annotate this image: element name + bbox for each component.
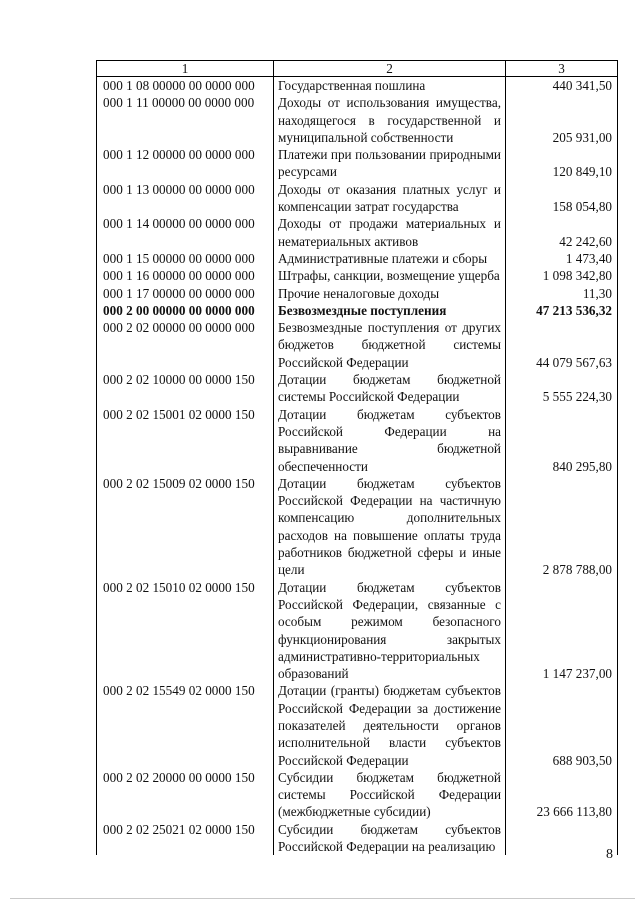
budget-code-cell: 000 2 02 10000 00 0000 150 [97,371,274,406]
amount-cell: 23 666 113,80 [506,769,618,821]
table-header-row [97,61,618,77]
amount-cell: 44 079 567,63 [506,319,618,371]
table-row [97,579,618,683]
page-number: 8 [606,847,613,862]
scan-edge-divider [10,898,635,899]
table-row [97,371,618,406]
amount-cell: 840 295,80 [506,406,618,475]
amount-cell: 1 098 342,80 [506,267,618,284]
table-row [97,302,618,319]
revenue-name-cell: Субсидии бюджетам бюджетной системы Российской Федерации (межбюджетные субсидии) [274,769,506,821]
budget-code-cell: 000 1 13 00000 00 0000 000 [97,181,274,216]
amount-cell: 2 878 788,00 [506,475,618,579]
revenue-name-cell: Доходы от продажи материальных и нематериальных активов [274,215,506,250]
revenue-table [96,60,618,855]
amount-cell: 205 931,00 [506,94,618,146]
budget-code-cell: 000 2 02 15001 02 0000 150 [97,406,274,475]
revenue-name-cell: Дотации бюджетам субъектов Российской Федерации на выравнивание бюджетной обеспеченности [274,406,506,475]
amount-cell: 42 242,60 [506,215,618,250]
revenue-name-cell: Доходы от использования имущества, находящегося в государственной и муниципальной собственности [274,94,506,146]
table-row [97,77,618,95]
budget-code-cell: 000 1 12 00000 00 0000 000 [97,146,274,181]
amount-cell: 1 147 237,00 [506,579,618,683]
revenue-name-cell: Платежи при пользовании природными ресурсами [274,146,506,181]
revenue-name-cell: Безвозмездные поступления от других бюджетов бюджетной системы Российской Федерации [274,319,506,371]
amount-cell: 47 213 536,32 [506,302,618,319]
table-row [97,250,618,267]
table-row [97,319,618,371]
budget-code-cell: 000 2 00 00000 00 0000 000 [97,302,274,319]
budget-code-cell: 000 1 16 00000 00 0000 000 [97,267,274,284]
budget-code-cell: 000 1 11 00000 00 0000 000 [97,94,274,146]
budget-code-cell: 000 1 08 00000 00 0000 000 [97,77,274,95]
amount-cell: 5 555 224,30 [506,371,618,406]
amount-cell: 158 054,80 [506,181,618,216]
revenue-name-cell: Безвозмездные поступления [274,302,506,319]
amount-cell: 688 903,50 [506,682,618,768]
table-row [97,146,618,181]
table-row [97,94,618,146]
amount-cell: 440 341,50 [506,77,618,95]
revenue-name-cell: Субсидии бюджетам субъектов Российской Федерации на реализацию [274,821,506,856]
budget-code-cell: 000 2 02 15549 02 0000 150 [97,682,274,768]
revenue-name-cell: Штрафы, санкции, возмещение ущерба [274,267,506,284]
column-header-2: 2 [274,61,506,77]
table-row [97,821,618,856]
table-row [97,475,618,579]
budget-code-cell: 000 2 02 15010 02 0000 150 [97,579,274,683]
budget-code-cell: 000 2 02 25021 02 0000 150 [97,821,274,856]
amount-cell: 1 473,40 [506,250,618,267]
table-row [97,181,618,216]
table-row [97,267,618,284]
revenue-name-cell: Дотации бюджетам субъектов Российской Федерации, связанные с особым режимом безопасного функционирования закрытых административно-территориальных образований [274,579,506,683]
amount-cell: 11,30 [506,285,618,302]
amount-cell [506,821,618,856]
revenue-name-cell: Дотации бюджетам субъектов Российской Федерации на частичную компенсацию дополнительных расходов на повышение оплаты труда работников бюджетной сферы и иные цели [274,475,506,579]
column-header-3: 3 [506,61,618,77]
table-row [97,682,618,768]
revenue-name-cell: Дотации (гранты) бюджетам субъектов Российской Федерации за достижение показателей деятельности органов исполнительной власти субъектов Российской Федерации [274,682,506,768]
table-row [97,406,618,475]
table-row [97,215,618,250]
amount-cell: 120 849,10 [506,146,618,181]
budget-code-cell: 000 2 02 00000 00 0000 000 [97,319,274,371]
budget-code-cell: 000 1 15 00000 00 0000 000 [97,250,274,267]
column-header-1: 1 [97,61,274,77]
revenue-name-cell: Дотации бюджетам бюджетной системы Российской Федерации [274,371,506,406]
budget-code-cell: 000 2 02 20000 00 0000 150 [97,769,274,821]
budget-code-cell: 000 1 17 00000 00 0000 000 [97,285,274,302]
revenue-name-cell: Доходы от оказания платных услуг и компенсации затрат государства [274,181,506,216]
revenue-name-cell: Административные платежи и сборы [274,250,506,267]
budget-code-cell: 000 2 02 15009 02 0000 150 [97,475,274,579]
table-body [97,77,618,856]
revenue-name-cell: Прочие неналоговые доходы [274,285,506,302]
budget-code-cell: 000 1 14 00000 00 0000 000 [97,215,274,250]
table-row [97,769,618,821]
table-row [97,285,618,302]
revenue-name-cell: Государственная пошлина [274,77,506,95]
